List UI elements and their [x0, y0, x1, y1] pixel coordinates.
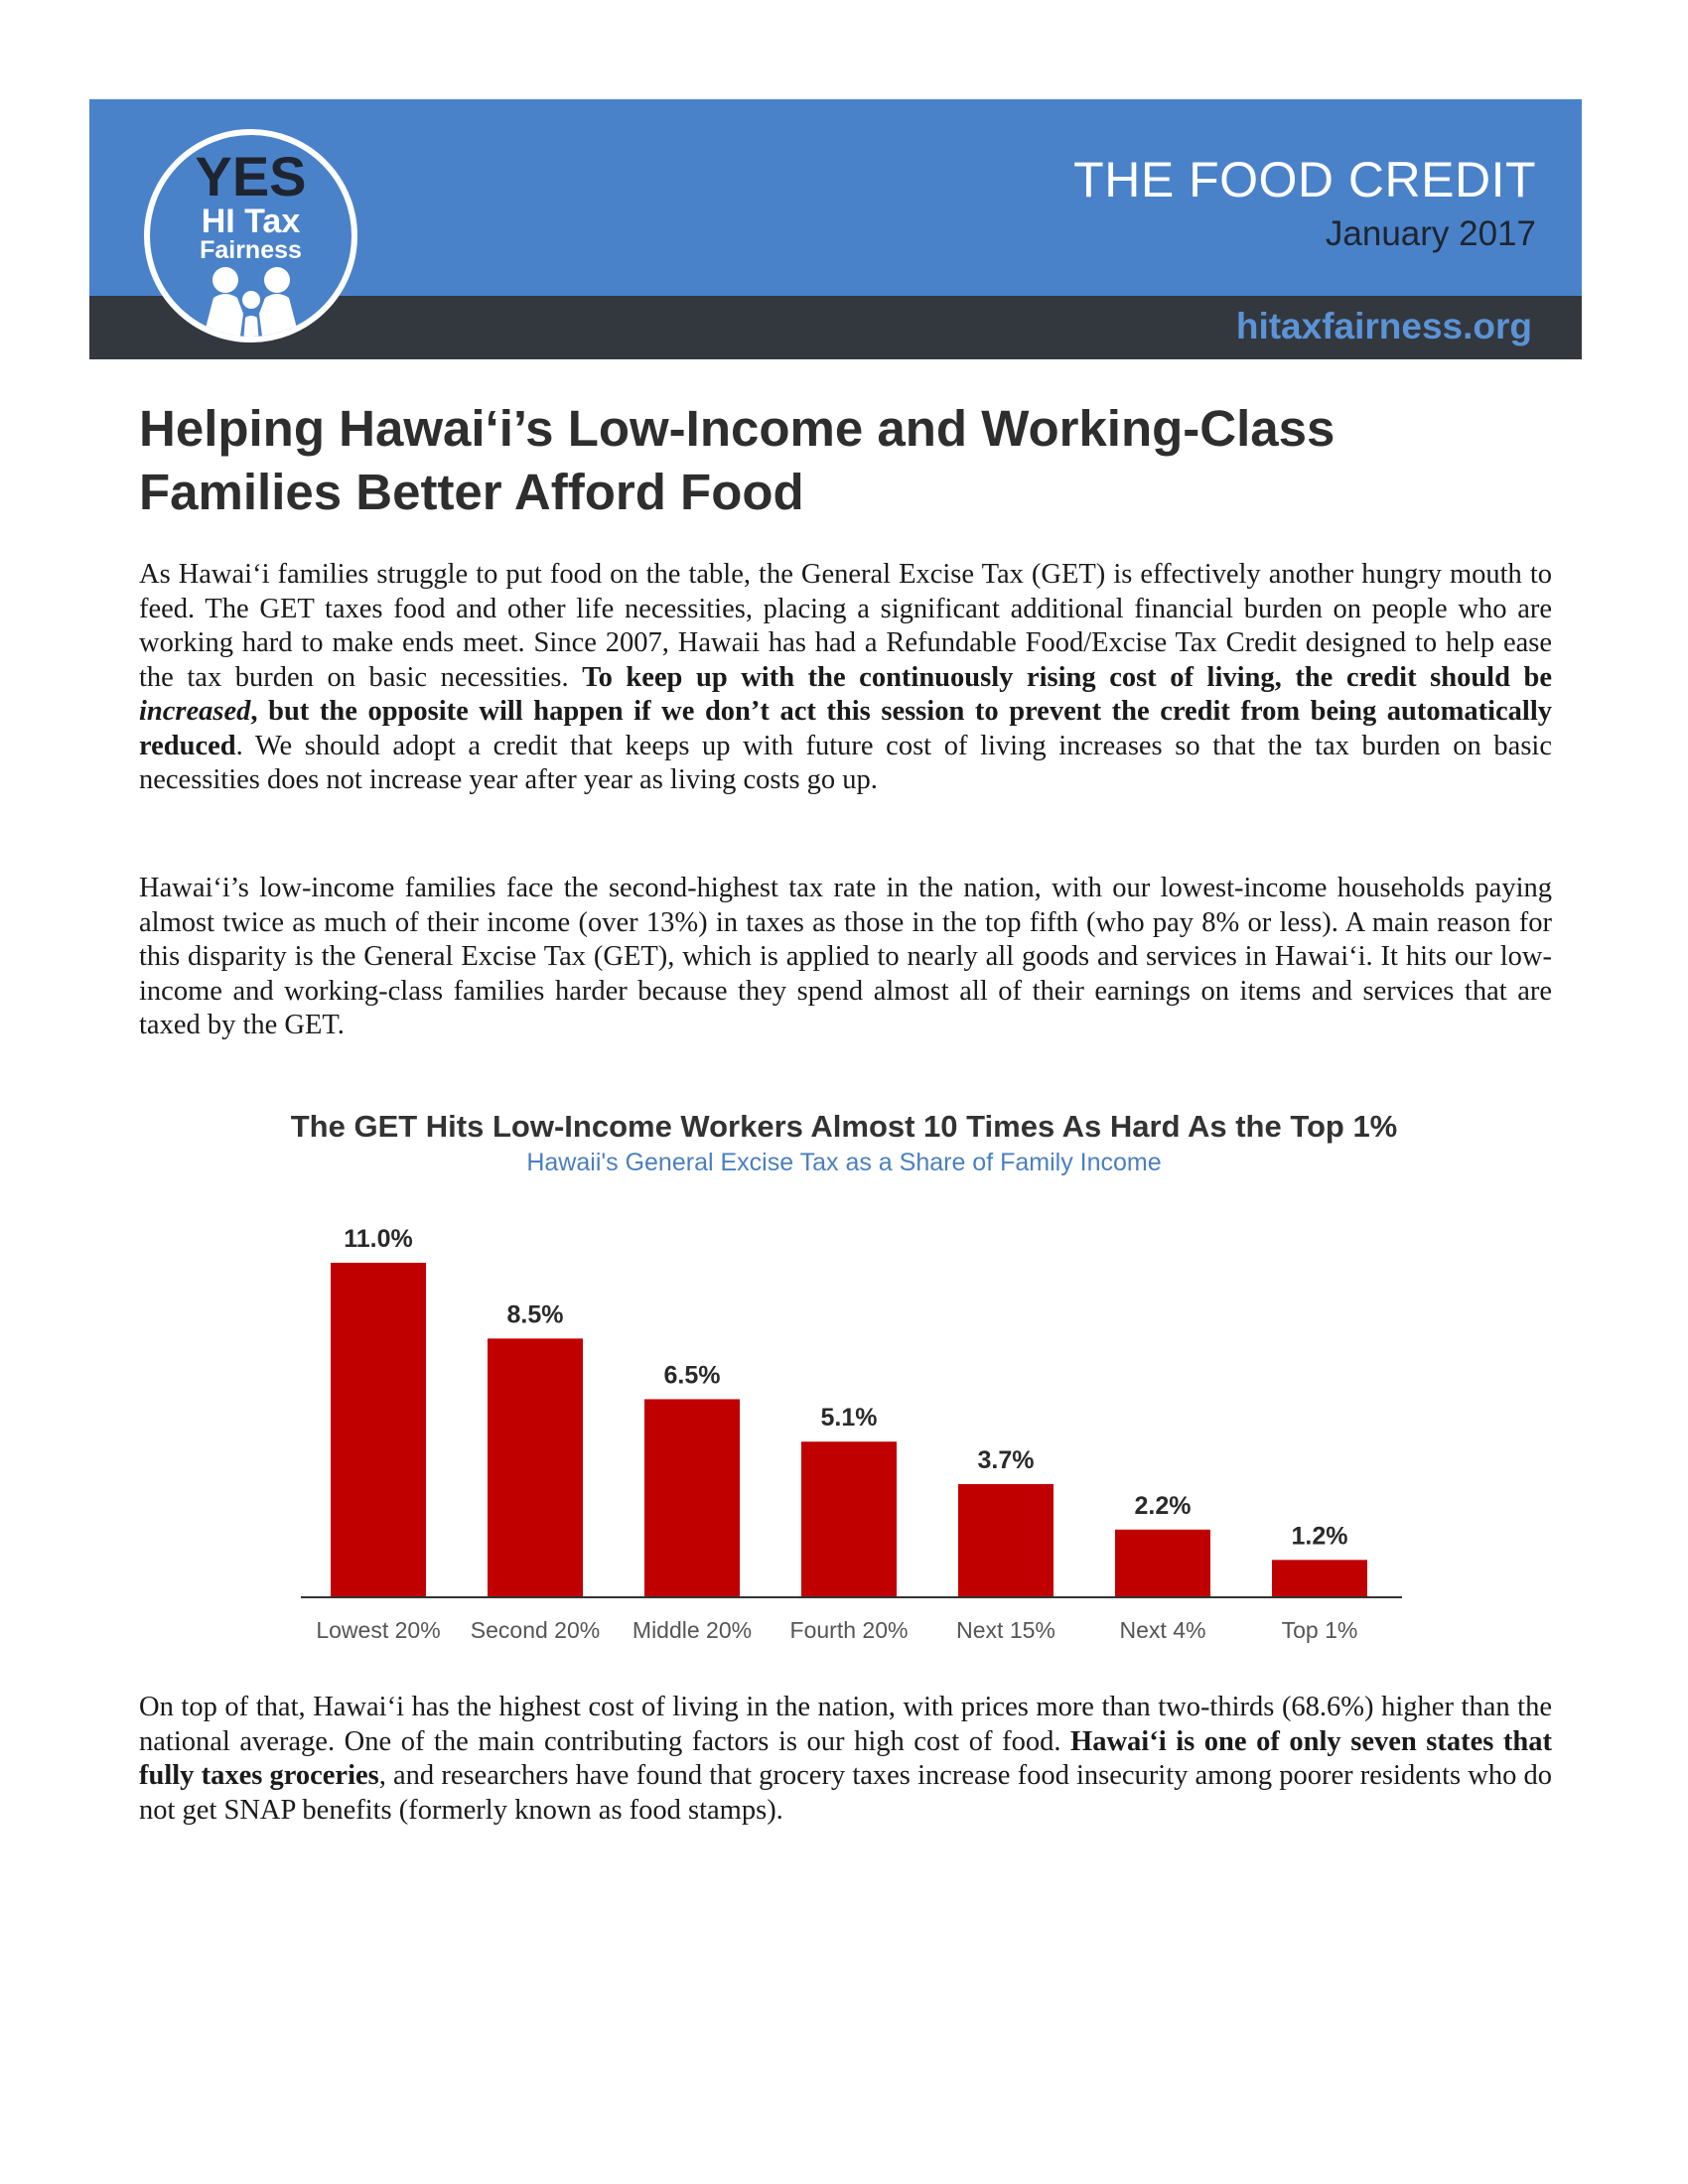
page-headline: Helping Hawai‘i’s Low-Income and Working-Class Families Better Afford Food — [139, 400, 1336, 520]
logo-text-yes: YES — [195, 145, 307, 207]
bar-value-label: 5.1% — [820, 1404, 878, 1433]
bar-value-label: 8.5% — [506, 1300, 564, 1329]
logo-text-hitax: HI Tax — [201, 203, 301, 240]
bar-3 — [644, 1399, 740, 1596]
chart-title: The GET Hits Low-Income Workers Almost 10 Times As Hard As the Top 1% — [290, 1109, 1398, 1144]
website-link[interactable]: hitaxfairness.org — [1235, 306, 1532, 346]
x-tick-label: Fourth 20% — [789, 1617, 909, 1643]
bar-1 — [331, 1263, 426, 1596]
cost-emphasis: Hawai‘i is one of only seven states that fully taxes groceries — [139, 1725, 1553, 1791]
bar-5 — [958, 1484, 1054, 1596]
logo-text-fairness: Fairness — [200, 236, 302, 264]
x-tick-label: Middle 20% — [632, 1617, 753, 1643]
bar-7 — [1272, 1560, 1367, 1596]
cost-text-end: , and researchers have found that grocery taxes increase food insecurity among poorer residents who do not get SNAP benefits (formerly known as food stamps). — [139, 1760, 1553, 1826]
bar-6 — [1115, 1530, 1210, 1596]
banner-title: THE FOOD CREDIT — [1073, 152, 1536, 207]
cost-of-living-paragraph — [139, 1691, 1552, 1828]
bar-value-label: 1.2% — [1291, 1522, 1348, 1551]
x-tick-label: Lowest 20% — [316, 1617, 441, 1643]
intro-emphasis-1: To keep up with the continuously rising cost of living, the credit should be — [582, 661, 1552, 693]
x-tick-label: Next 15% — [956, 1617, 1055, 1643]
intro-text-end: . We should adopt a credit that keeps up with future cost of living increases so that the tax burden on basic necessities does not increase year after year as living costs go up. — [139, 730, 1552, 795]
cost-text: On top of that, Hawai‘i has the highest cost of living in the nation, with prices more than two-thirds (68.6%) higher than the national average. One of the main contributing factors is our high cost of food. — [139, 1692, 1552, 1757]
x-tick-label: Top 1% — [1281, 1617, 1358, 1643]
bar-value-label: 11.0% — [344, 1225, 413, 1253]
bar-value-label: 3.7% — [977, 1445, 1035, 1474]
bar-value-label: 6.5% — [663, 1361, 721, 1390]
intro-emphasis-italic: increased — [139, 696, 251, 727]
tax-rate-paragraph: Hawai‘i’s low-income families face the second-highest tax rate in the nation, with our lowest-income households paying almost twice as much of their income (over 13%) in taxes as those in the top fifth (who pay 8% or less). A main reason for this disparity is the General Excise Tax (GET), which is applied to nearly all goods and services in Hawai‘i. It hits our low-income and working-class families harder because they spend almost all of their earnings on items and services that are taxed by the GET. — [139, 873, 1552, 1040]
bar-value-label: 2.2% — [1134, 1491, 1192, 1520]
x-tick-label: Next 4% — [1119, 1617, 1206, 1643]
banner-date: January 2017 — [1325, 214, 1536, 253]
bar-4 — [801, 1441, 897, 1596]
x-tick-label: Second 20% — [470, 1617, 601, 1643]
intro-emphasis-2: , but the opposite will happen if we don’t act this session to prevent the credit from being automatically reduced — [139, 696, 1552, 761]
chart-subtitle: Hawaii's General Excise Tax as a Share of Family Income — [526, 1149, 1162, 1176]
bar-2 — [488, 1338, 583, 1596]
intro-text: As Hawai‘i families struggle to put food on the table, the General Excise Tax (GET) is effectively another hungry mouth to feed. The GET taxes food and other life necessities, placing a significant additional financial burden on people who are working hard to make ends meet. Since 2007, Hawaii has had a Refundable Food/Excise Tax Credit designed to help ease the tax burden on basic necessities. — [139, 559, 1552, 693]
